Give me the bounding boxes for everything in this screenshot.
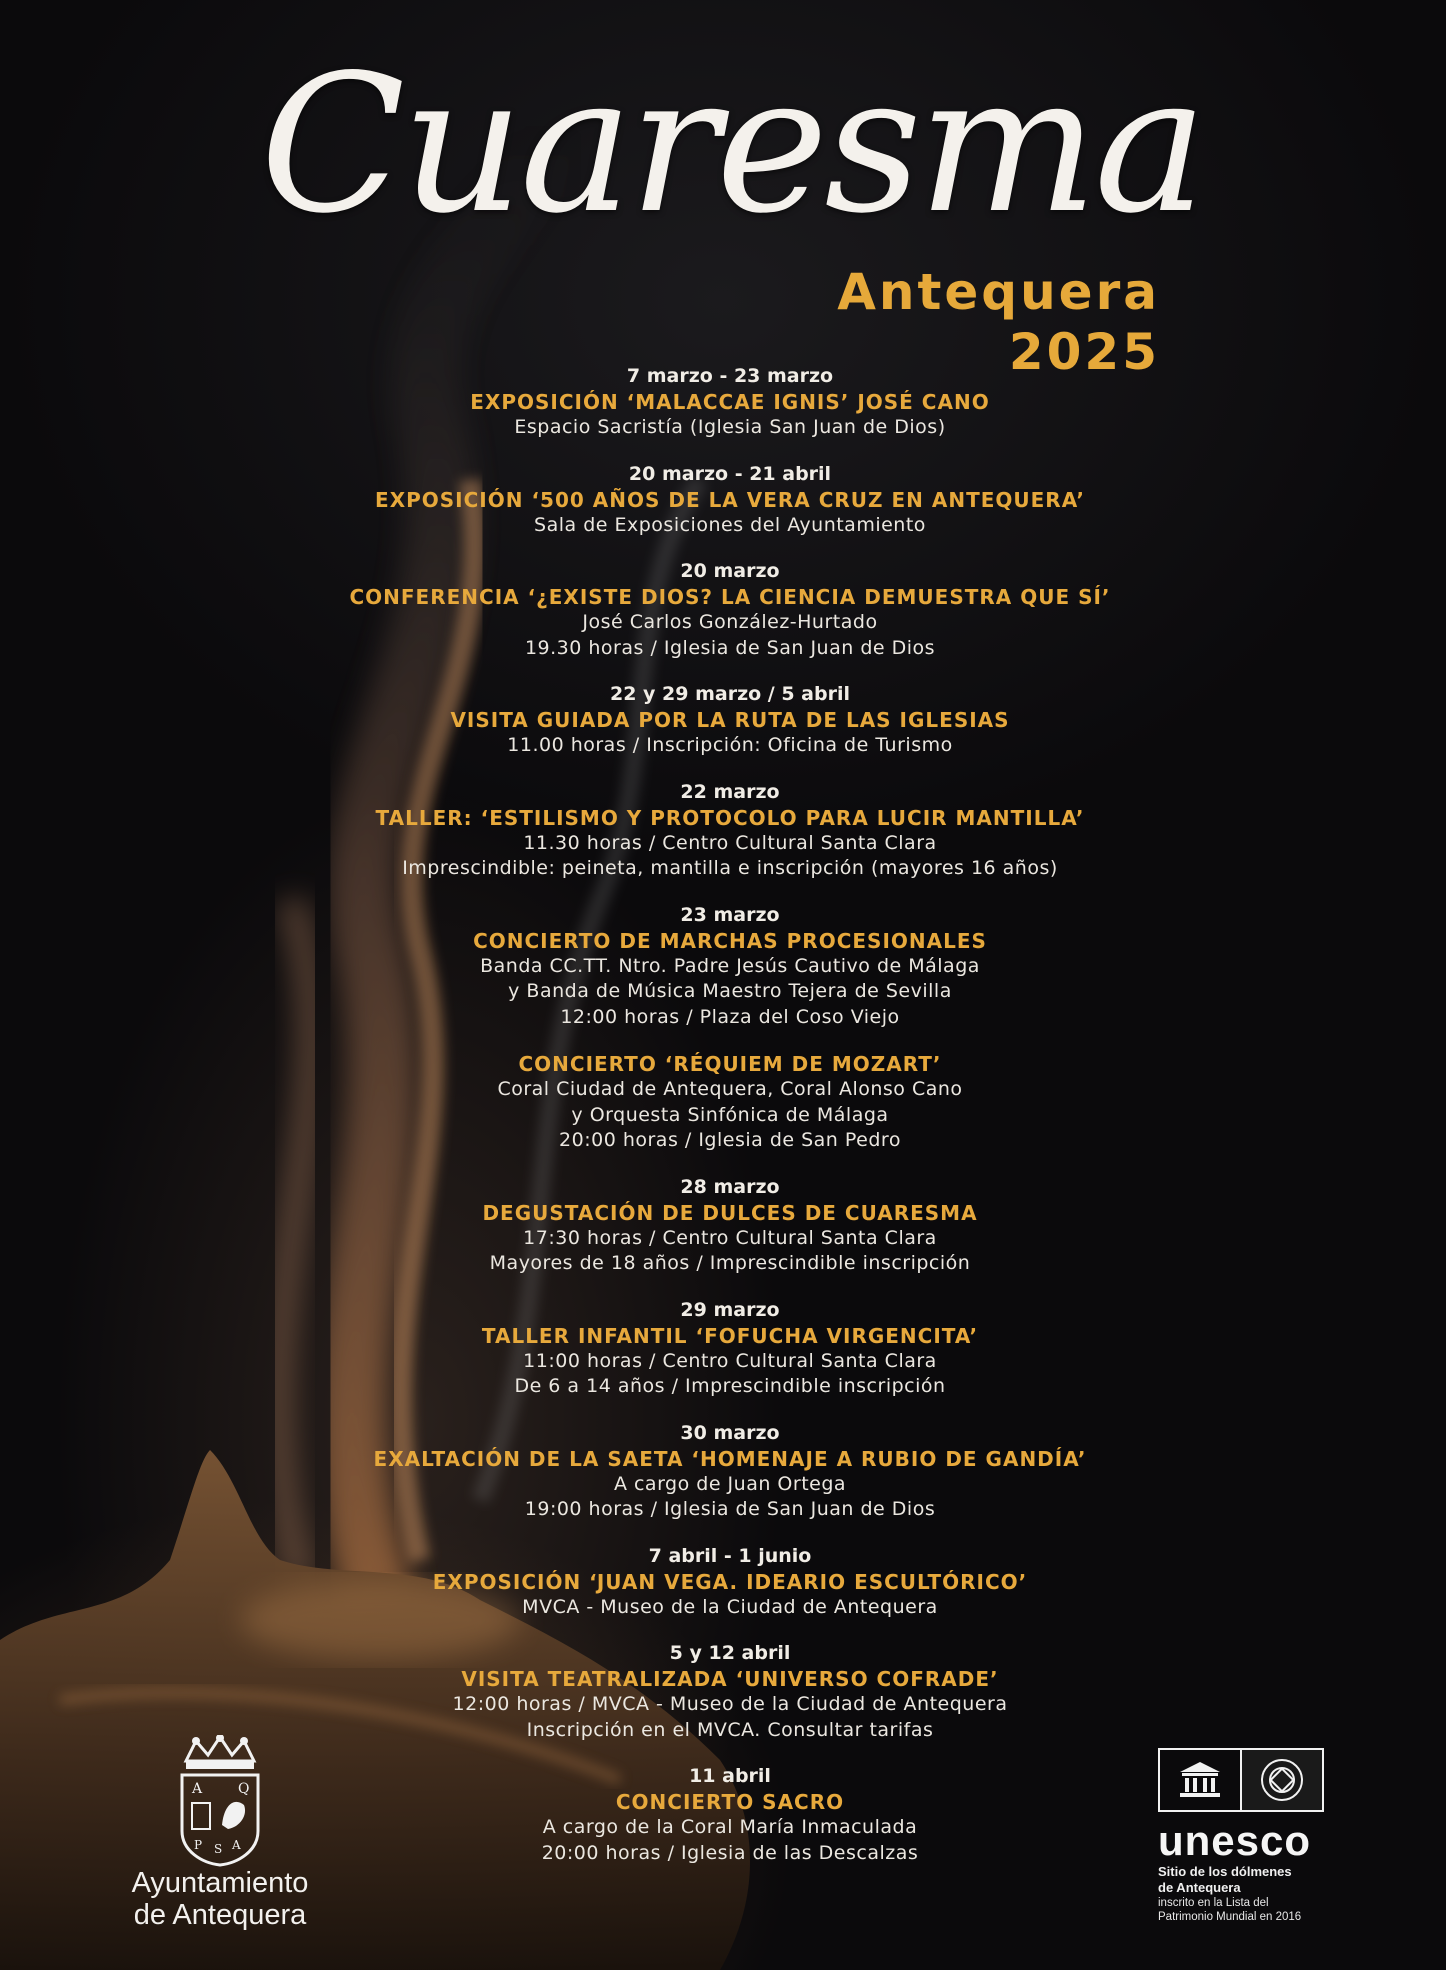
- unesco-line3: inscrito en la Lista del: [1158, 1897, 1269, 1909]
- event-detail: 11.00 horas / Inscripción: Oficina de Turismo: [507, 734, 953, 756]
- event-item: [280, 1544, 1180, 1621]
- event-item: [280, 1175, 1180, 1277]
- event-detail: 19.30 horas / Iglesia de San Juan de Dios: [524, 636, 936, 659]
- event-detail: Coral Ciudad de Antequera, Coral Alonso Cano: [497, 1078, 963, 1100]
- svg-text:A: A: [192, 1781, 203, 1797]
- event-title: EXPOSICIÓN ‘JUAN VEGA. IDEARIO ESCULTÓRICO’: [432, 1569, 1028, 1594]
- event-title: CONCIERTO ‘RÉQUIEM DE MOZART’: [518, 1052, 942, 1076]
- event-title: EXALTACIÓN DE LA SAETA ‘HOMENAJE A RUBIO DE GANDÍA’: [373, 1446, 1087, 1471]
- event-title: VISITA GUIADA POR LA RUTA DE LAS IGLESIAS: [450, 708, 1010, 732]
- event-date: 28 marzo: [680, 1175, 780, 1198]
- unesco-line1: Sitio de los dólmenes: [1158, 1864, 1292, 1879]
- event-detail: 12:00 horas / MVCA - Museo de la Ciudad de Antequera: [452, 1693, 1008, 1715]
- unesco-logo: [1158, 1748, 1358, 1924]
- event-title: EXPOSICIÓN ‘MALACCAE IGNIS’ JOSÉ CANO: [470, 390, 990, 414]
- event-detail: De 6 a 14 años / Imprescindible inscripción: [514, 1375, 946, 1397]
- city-name-line2: de Antequera: [133, 1899, 307, 1931]
- unesco-emblem-box: [1158, 1748, 1324, 1812]
- event-detail: Inscripción en el MVCA. Consultar tarifas: [526, 1718, 934, 1741]
- event-item: [280, 1298, 1180, 1400]
- coat-of-arms-icon: [172, 1735, 268, 1867]
- event-date: 22 y 29 marzo / 5 abril: [609, 683, 851, 705]
- event-title: DEGUSTACIÓN DE DULCES DE CUARESMA: [482, 1200, 978, 1225]
- event-item: [280, 1421, 1180, 1523]
- event-date: 7 marzo - 23 marzo: [626, 365, 834, 387]
- event-date: 11 abril: [689, 1765, 771, 1787]
- unesco-wordmark: unesco: [1158, 1817, 1312, 1864]
- unesco-temple-icon: [1160, 1750, 1240, 1810]
- event-item: [280, 780, 1180, 882]
- event-title: EXPOSICIÓN ‘500 AÑOS DE LA VERA CRUZ EN ANTEQUERA’: [375, 487, 1085, 512]
- event-item: [280, 559, 1180, 661]
- city-logo: [110, 1735, 330, 1931]
- event-item: [280, 903, 1180, 1031]
- event-date: 7 abril - 1 junio: [648, 1544, 812, 1567]
- event-detail: 11.30 horas / Centro Cultural Santa Clara: [523, 831, 937, 854]
- city-name-line1: Ayuntamiento: [131, 1867, 309, 1899]
- event-item: [280, 1641, 1180, 1743]
- event-detail: 20:00 horas / Iglesia de San Pedro: [559, 1129, 901, 1151]
- event-date: 20 marzo - 21 abril: [628, 462, 832, 485]
- event-detail: José Carlos González-Hurtado: [582, 611, 878, 633]
- event-detail: A cargo de la Coral María Inmaculada: [542, 1816, 918, 1838]
- event-detail: 17:30 horas / Centro Cultural Santa Clara: [523, 1226, 937, 1249]
- unesco-line4: Patrimonio Mundial en 2016: [1158, 1911, 1302, 1923]
- unesco-line2: de Antequera: [1158, 1880, 1241, 1895]
- event-date: 30 marzo: [680, 1421, 780, 1444]
- event-detail: Imprescindible: peineta, mantilla e inscripción (mayores 16 años): [402, 857, 1058, 879]
- event-date: 29 marzo: [680, 1298, 780, 1321]
- world-heritage-emblem-icon: [1240, 1750, 1322, 1810]
- event-title: VISITA TEATRALIZADA ‘UNIVERSO COFRADE’: [461, 1667, 999, 1691]
- event-detail: Mayores de 18 años / Imprescindible inscripción: [489, 1252, 971, 1274]
- event-detail: MVCA - Museo de la Ciudad de Antequera: [522, 1595, 938, 1618]
- event-detail: 12:00 horas / Plaza del Coso Viejo: [560, 1005, 900, 1028]
- svg-text:A: A: [232, 1838, 241, 1852]
- event-item: [280, 682, 1180, 759]
- event-title: TALLER: ‘ESTILISMO Y PROTOCOLO PARA LUCIR MANTILLA’: [375, 805, 1085, 830]
- poster-title: Cuaresma: [260, 34, 1204, 255]
- event-detail: 19:00 horas / Iglesia de San Juan de Dios: [524, 1498, 936, 1520]
- poster-subtitle: Antequera 2025: [837, 263, 1160, 381]
- svg-text:Q: Q: [238, 1781, 250, 1797]
- event-detail: A cargo de Juan Ortega: [613, 1472, 847, 1495]
- event-title: CONCIERTO DE MARCHAS PROCESIONALES: [473, 928, 987, 953]
- event-date: 22 marzo: [680, 780, 780, 803]
- svg-text:P: P: [194, 1838, 203, 1852]
- event-title: CONFERENCIA ‘¿EXISTE DIOS? LA CIENCIA DEMUESTRA QUE SÍ’: [349, 585, 1111, 609]
- event-detail: y Orquesta Sinfónica de Málaga: [571, 1103, 889, 1126]
- event-detail: Sala de Exposiciones del Ayuntamiento: [534, 513, 926, 536]
- event-date: 23 marzo: [680, 903, 780, 926]
- event-detail: 11:00 horas / Centro Cultural Santa Clara: [523, 1349, 937, 1372]
- event-title: CONCIERTO SACRO: [615, 1790, 845, 1814]
- event-detail: Banda CC.TT. Ntro. Padre Jesús Cautivo de Málaga: [480, 954, 980, 977]
- svg-text:S: S: [214, 1842, 223, 1856]
- event-item: [280, 462, 1180, 539]
- event-date: 20 marzo: [680, 560, 780, 582]
- event-item: [280, 1051, 1180, 1154]
- event-date: 5 y 12 abril: [669, 1642, 791, 1664]
- event-title: TALLER INFANTIL ‘FOFUCHA VIRGENCITA’: [481, 1323, 979, 1348]
- event-list: [280, 364, 1180, 1887]
- event-detail: y Banda de Música Maestro Tejera de Sevilla: [508, 980, 952, 1002]
- event-detail: 20:00 horas / Iglesia de las Descalzas: [541, 1841, 919, 1864]
- event-item: [280, 364, 1180, 441]
- event-detail: Espacio Sacristía (Iglesia San Juan de Dios): [514, 416, 946, 438]
- event-item: [280, 1764, 1180, 1866]
